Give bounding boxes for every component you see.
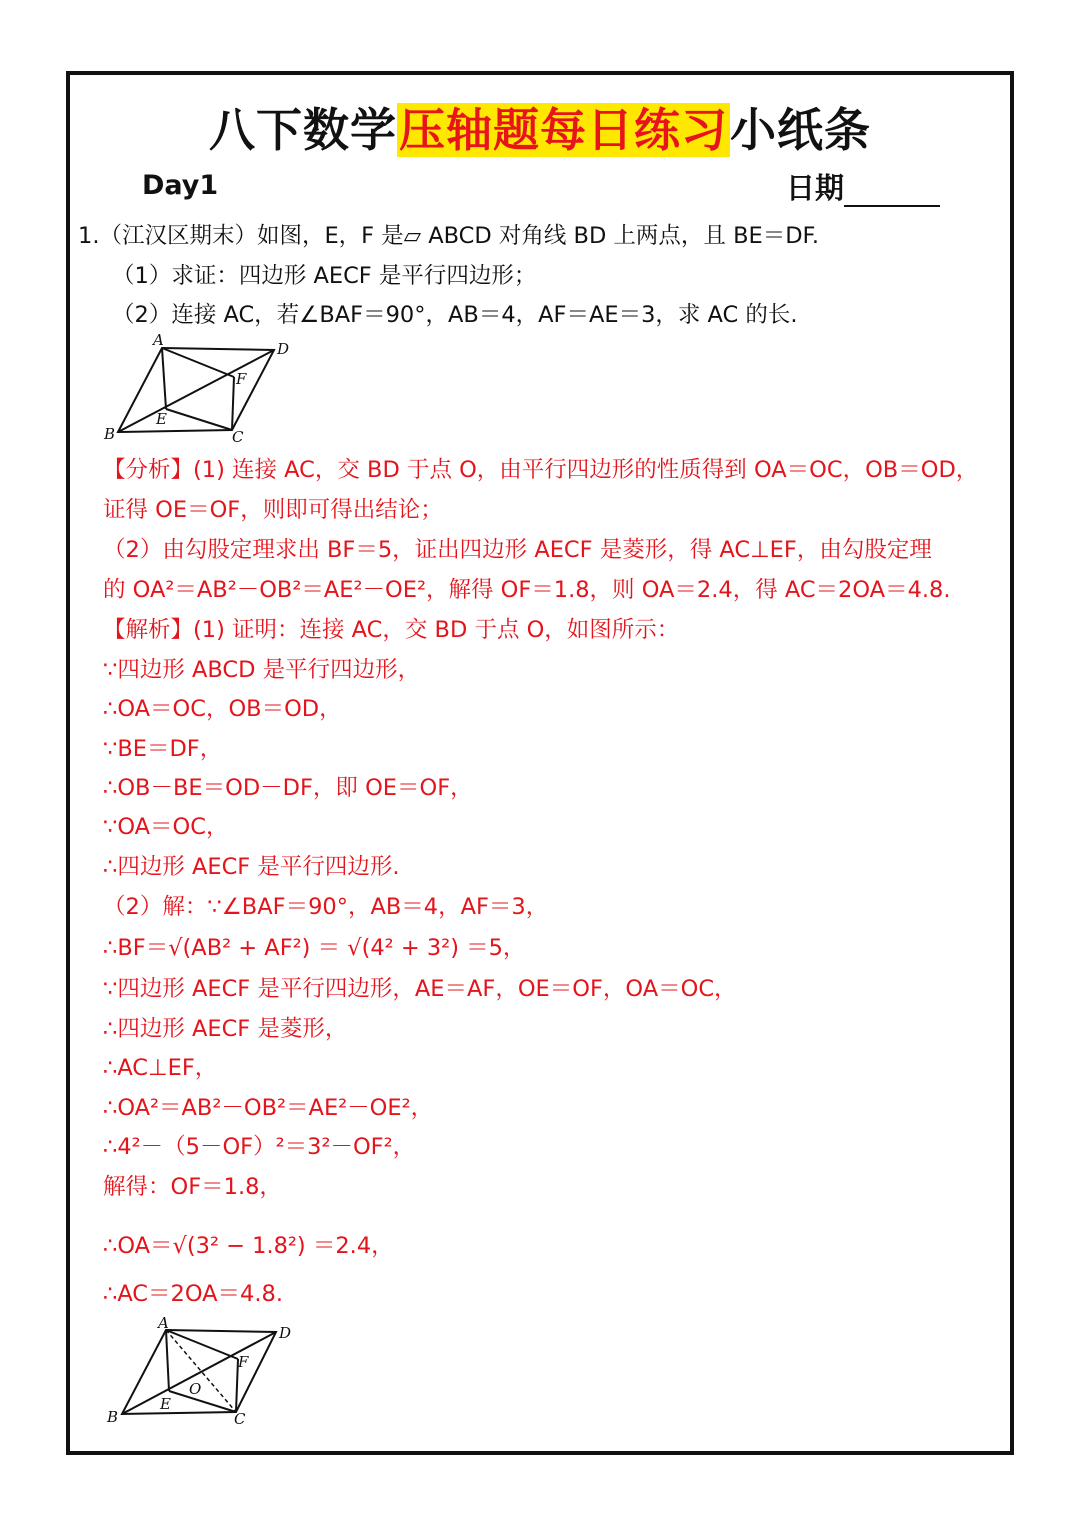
solution-line: ∴4²－（5－OF）²＝3²－OF²， [103, 1134, 416, 1160]
label-f: F [238, 1353, 249, 1371]
date-label: 日期 [786, 171, 845, 205]
solution-line: ∵OA＝OC， [103, 814, 229, 840]
label-c: C [232, 428, 244, 446]
day-label: Day1 [142, 170, 219, 201]
label-b: B [107, 1408, 119, 1426]
solution-line: ∵四边形 ABCD 是平行四边形， [103, 657, 421, 683]
solution-line: ∴四边形 AECF 是菱形， [103, 1016, 348, 1042]
title-highlight: 压轴题每日练习 [399, 103, 728, 157]
solution-line: ∴OA＝√(3² − 1.8²) ＝2.4， [103, 1233, 394, 1259]
segment-ec [166, 409, 232, 430]
solution-line: ∴OA＝OC，OB＝OD， [103, 696, 342, 722]
label-e: E [160, 1395, 171, 1413]
date-field [786, 166, 940, 207]
segment-ae [162, 348, 166, 409]
label-a: A [153, 332, 164, 349]
solution-line: ∴AC＝2OA＝4.8. [103, 1281, 283, 1307]
date-blank [844, 175, 940, 207]
label-c: C [234, 1410, 246, 1428]
solution-line: ∵四边形 AECF 是平行四边形，AE＝AF，OE＝OF，OA＝OC， [103, 976, 737, 1002]
analysis-line: 证得 OE＝OF，则即可得出结论； [103, 497, 443, 523]
segment-af [166, 1330, 238, 1359]
problem-line: （2）连接 AC，若∠BAF＝90°，AB＝4，AF＝AE＝3，求 AC 的长. [112, 302, 798, 328]
solution-line: ∴AC⊥EF， [103, 1055, 218, 1081]
solution-line: 【解析】(1) 证明：连接 AC，交 BD 于点 O，如图所示： [103, 617, 680, 643]
label-e: E [156, 410, 167, 428]
title-suffix: 小纸条 [730, 103, 871, 157]
segment-ae [166, 1330, 169, 1391]
label-d: D [277, 340, 290, 358]
label-o: O [189, 1380, 202, 1398]
solution-line: ∴四边形 AECF 是平行四边形. [103, 854, 400, 880]
solution-line: ∴OB－BE＝OD－DF，即 OE＝OF， [103, 775, 473, 801]
solution-line: ∴OA²＝AB²－OB²＝AE²－OE²， [103, 1095, 434, 1121]
segment-fc [232, 377, 234, 430]
analysis-line: （2）由勾股定理求出 BF＝5，证出四边形 AECF 是菱形，得 AC⊥EF，由勾股定理 [103, 537, 932, 563]
label-d: D [279, 1324, 292, 1342]
label-a: A [158, 1314, 169, 1332]
segment-ec [169, 1391, 236, 1412]
solution-line: （2）解：∵∠BAF＝90°，AB＝4，AF＝3， [103, 894, 549, 920]
label-f: F [236, 370, 247, 388]
analysis-line: 【分析】(1) 连接 AC，交 BD 于点 O，由平行四边形的性质得到 OA＝OC，OB＝OD， [103, 457, 979, 483]
figure-parallelogram-with-o [96, 1314, 306, 1432]
figure-parallelogram [96, 332, 306, 447]
analysis-line: 的 OA²＝AB²－OB²＝AE²－OE²，解得 OF＝1.8，则 OA＝2.4，得 AC＝2OA＝4.8. [103, 577, 951, 603]
label-b: B [104, 425, 116, 443]
problem-line: 1.（江汉区期末）如图，E，F 是▱ ABCD 对角线 BD 上两点，且 BE＝DF. [78, 223, 820, 249]
problem-line: （1）求证：四边形 AECF 是平行四边形； [112, 263, 537, 289]
solution-line: ∴BF＝√(AB² + AF²) ＝ √(4² + 3²) ＝5， [103, 935, 526, 961]
page-title [0, 94, 1080, 160]
title-prefix: 八下数学 [209, 103, 397, 157]
solution-line: 解得：OF＝1.8， [103, 1174, 282, 1200]
segment-af [162, 348, 234, 377]
solution-line: ∵BE＝DF， [103, 736, 223, 762]
